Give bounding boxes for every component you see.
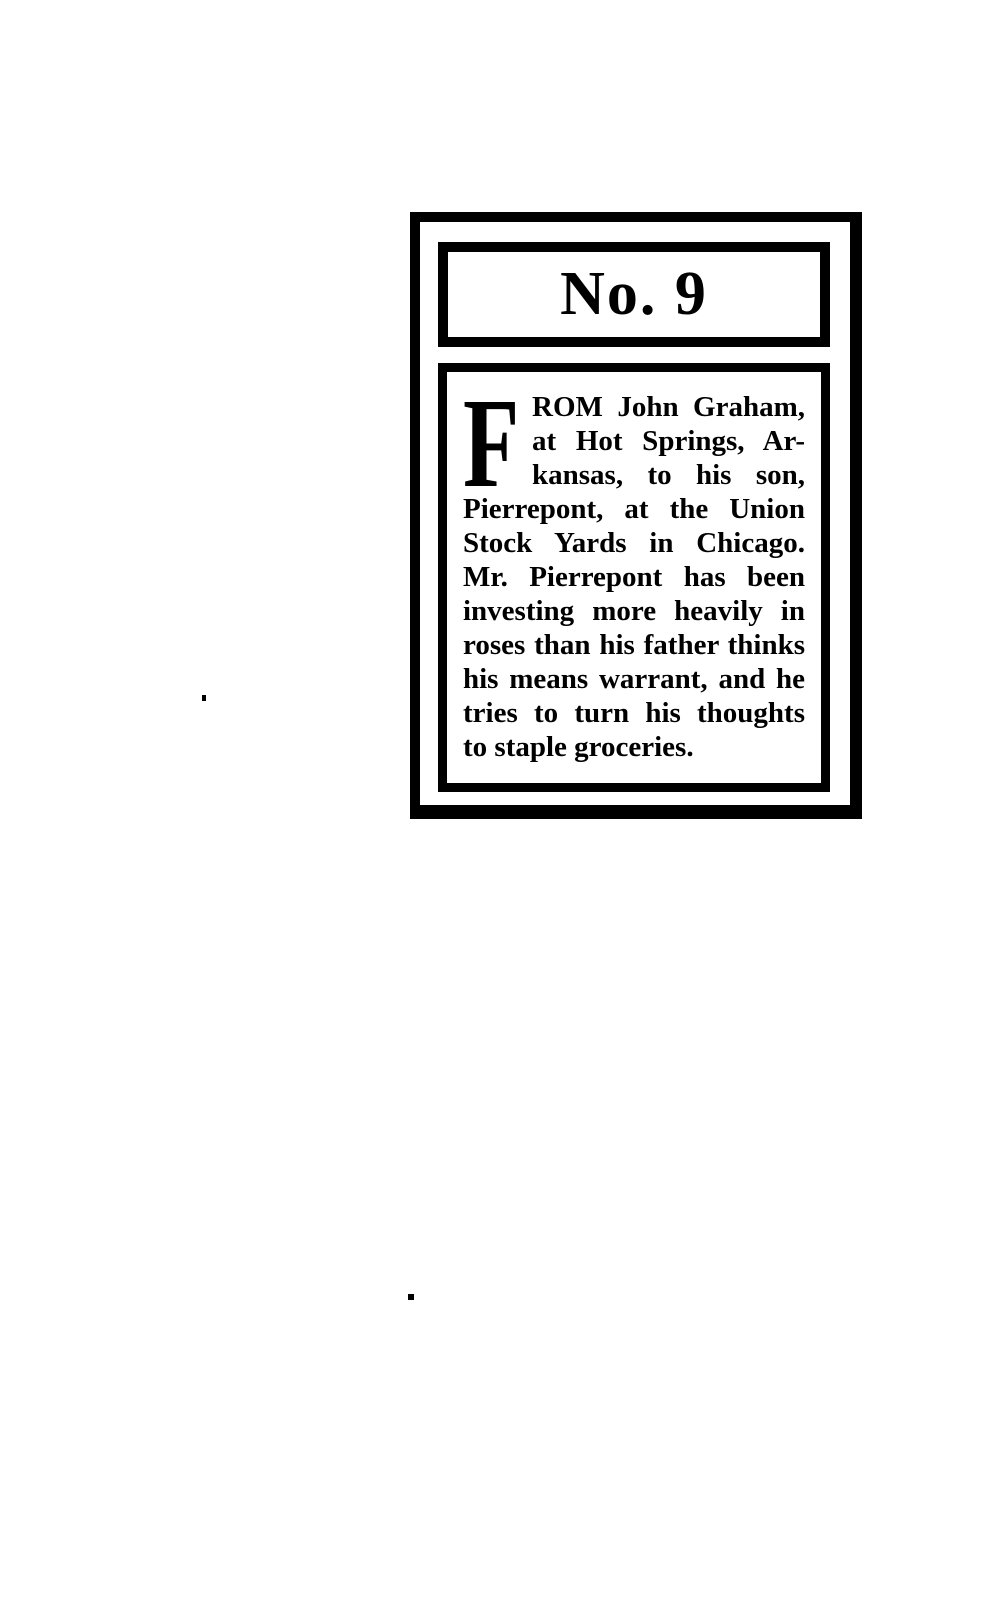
letter-number-label: No. 9 — [560, 260, 708, 328]
summary-text-line: Stock Yards in Chicago. — [463, 527, 805, 559]
dropcap-letter: F — [463, 372, 520, 514]
summary-text-line: at Hot Springs, Ar- — [532, 425, 805, 457]
summary-text-line: tries to turn his thoughts — [463, 697, 805, 729]
summary-text-line: Pierrepont, at the Union — [463, 493, 805, 525]
summary-text-line: Mr. Pierrepont has been — [463, 561, 805, 593]
letter-summary-box — [438, 363, 830, 792]
letter-number-box — [438, 242, 830, 347]
summary-text-line: roses than his father thinks — [463, 629, 805, 661]
summary-text-line: ROM John Graham, — [532, 391, 805, 423]
summary-text-line: investing more heavily in — [463, 595, 805, 627]
letter-card-frame — [410, 212, 862, 819]
scan-speck — [202, 695, 206, 701]
letter-summary-text — [463, 372, 805, 764]
summary-text-line: his means warrant, and he — [463, 663, 805, 695]
summary-text-line: to staple groceries. — [463, 731, 694, 763]
scan-speck — [408, 1294, 414, 1300]
summary-text-line: kansas, to his son, — [532, 459, 805, 491]
